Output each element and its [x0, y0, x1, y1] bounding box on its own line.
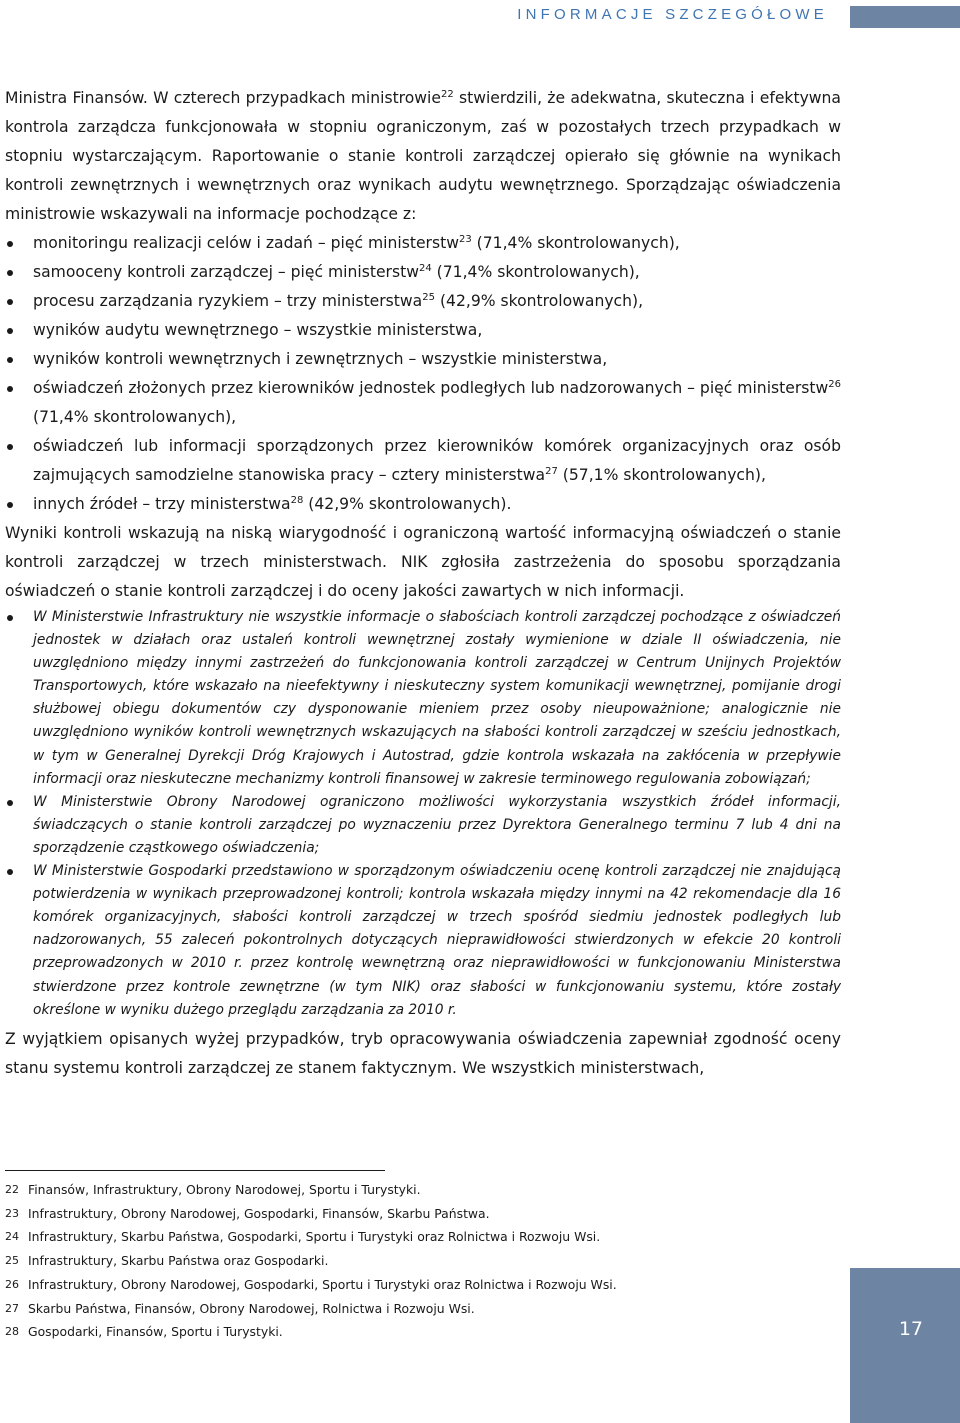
section-header-title: INFORMACJE SZCZEGÓŁOWE [517, 6, 828, 23]
footnote-ref[interactable]: 27 [545, 465, 558, 477]
page-number-block [850, 1268, 960, 1423]
source-tail: (71,4% skontrolowanych), [33, 408, 237, 426]
footnote [5, 1225, 825, 1249]
source-text: oświadczeń lub informacji sporządzonych przez kierowników komórek organizacyjnych oraz osób zajmujących samodzielne stanowiska pracy – cztery ministerstwa [33, 437, 841, 484]
footnote [5, 1273, 825, 1297]
footnote [5, 1178, 825, 1202]
intro-paragraph [5, 84, 841, 229]
footnote-text: Infrastruktury, Skarbu Państwa, Gospodarki, Sportu i Turystyki oraz Rolnictwa i Rozwoju Wsi. [28, 1229, 601, 1245]
footnote-number: 23 [5, 1206, 19, 1220]
list-item [5, 287, 841, 316]
footnote-text: Skarbu Państwa, Finansów, Obrony Narodowej, Rolnictwa i Rozwoju Wsi. [28, 1300, 475, 1316]
list-item [5, 374, 841, 432]
page-content [5, 84, 841, 1083]
footnote-ref[interactable]: 22 [440, 88, 454, 100]
footnote [5, 1249, 825, 1273]
source-tail: (71,4% skontrolowanych), [431, 263, 640, 281]
footnote-ref[interactable]: 23 [458, 233, 472, 245]
footnote-ref[interactable]: 26 [828, 378, 841, 390]
footnote-number: 22 [5, 1183, 19, 1196]
footnote-number: 25 [5, 1254, 19, 1268]
source-tail: (42,9% skontrolowanych), [434, 292, 644, 310]
footnote-text: Gospodarki, Finansów, Sportu i Turystyki. [28, 1324, 283, 1340]
list-item [5, 258, 841, 287]
list-item [5, 490, 841, 519]
footnote [5, 1297, 825, 1321]
source-text: wyników audytu wewnętrznego – wszystkie ministerstwa, [33, 321, 483, 339]
list-item: W Ministerstwie Infrastruktury nie wszystkie informacje o słabościach kontroli zarządczej pochodzące z oświadczeń jednostek w działach oraz ustaleń kontroli wewnętrznej zostały wymienione w dziale II oświadczenia, nie uwzględniono między innymi zastrzeżeń do funkcjonowania kontroli zarządczej w Centrum Unijnych Projektów Transportowych, które wskazało na nieefektywny i nieskuteczny system komunikacji wewnętrznej, pomijanie drogi służbowej obiegu dokumentów czy dysponowanie mieniem przez osoby nieupoważnione; analogicznie nie uwzględniono wyników kontroli wewnętrznych wskazujących na słabości kontroli zarządczej w sześciu jednostkach, w tym w Generalnej Dyrekcji Dróg Krajowych i Autostrad, gdzie kontrola wskazała na zakłócenia w przepływie informacji oraz nieskuteczne mechanizmy kontroli finansowej w zakresie terminowego regulowania zobowiązań; [5, 606, 841, 791]
source-tail: (42,9% skontrolowanych). [303, 495, 512, 513]
source-text: innych źródeł – trzy ministerstwa [33, 495, 291, 513]
list-item [5, 229, 841, 258]
footnote-ref[interactable]: 28 [290, 494, 304, 506]
list-item: W Ministerstwie Obrony Narodowej ograniczono możliwości wykorzystania wszystkich źródeł informacji, świadczących o stanie kontroli zarządczej po wyznaczeniu przez Dyrektora Generalnego terminu 7 lub 4 dni na sporządzenie cząstkowego oświadczenia; [5, 791, 841, 860]
source-text: procesu zarządzania ryzykiem – trzy ministerstwa [33, 292, 423, 310]
closing-paragraph: Z wyjątkiem opisanych wyżej przypadków, tryb opracowywania oświadczenia zapewniał zgodność oceny stanu systemu kontroli zarządczej ze stanem faktycznym. We wszystkich ministerstwach, [5, 1029, 841, 1077]
source-text: monitoringu realizacji celów i zadań – pięć ministerstw [33, 234, 459, 252]
footnote-text: Finansów, Infrastruktury, Obrony Narodowej, Sportu i Turystyki. [28, 1182, 421, 1197]
ministry-details-list [5, 606, 841, 1022]
source-tail: (57,1% skontrolowanych), [557, 466, 766, 484]
footnote-text: Infrastruktury, Skarbu Państwa oraz Gospodarki. [28, 1253, 329, 1269]
sources-list [5, 229, 841, 519]
page-number: 17 [898, 1318, 923, 1340]
footnote-number: 26 [5, 1277, 19, 1291]
footnote-number: 27 [5, 1301, 19, 1315]
list-item [5, 316, 841, 345]
header-color-block [850, 6, 960, 28]
list-item [5, 345, 841, 374]
footnote [5, 1202, 825, 1226]
source-text: samooceny kontroli zarządczej – pięć ministerstw [33, 263, 419, 281]
footnote-text: Infrastruktury, Obrony Narodowej, Gospodarki, Sportu i Turystyki oraz Rolnictwa i Rozwoju Wsi. [28, 1276, 617, 1292]
intro-text-continued: stwierdzili, że adekwatna, skuteczna i efektywna kontrola zarządcza funkcjonowała w stopniu ograniczonym, zaś w pozostałych trzech przypadkach w stopniu wystarczającym. Raportowanie o stanie kontroli zarządczej opierało się głównie na wynikach kontroli zewnętrznych i wewnętrznych oraz wynikach audytu wewnętrznego. Sporządzając oświadczenia ministrowie wskazywali na informacje pochodzące z: [5, 89, 841, 223]
list-item: W Ministerstwie Gospodarki przedstawiono w sporządzonym oświadczeniu ocenę kontroli zarządczej nie znajdującą potwierdzenia w wynikach przeprowadzonej kontroli; kontrola wskazała między innymi na 42 rekomendacje dla 16 komórek organizacyjnych, słabości kontroli zarządczej w trzech spośród siedmiu jednostek podległych lub nadzorowanych, 55 zaleceń pokontrolnych dotyczących nieprawidłowości stwierdzonych w efekcie 20 kontroli przeprowadzonych w 2010 r. przez kontrolę wewnętrzną oraz nieprawidłowości w funkcjonowaniu Ministerstwa stwierdzone przez kontrole zewnętrzne (w tym NIK) oraz słabości w funkcjonowaniu systemu, które zostały określone w wyniku dużego przeglądu zarządzania za 2010 r. [5, 860, 841, 1022]
source-text: oświadczeń złożonych przez kierowników jednostek podległych lub nadzorowanych – pięć ministerstw [33, 379, 829, 397]
source-tail: (71,4% skontrolowanych), [471, 234, 680, 252]
footnote-text: Infrastruktury, Obrony Narodowej, Gospodarki, Finansów, Skarbu Państwa. [28, 1205, 490, 1221]
footnotes [5, 1178, 825, 1344]
source-text: wyników kontroli wewnętrznych i zewnętrznych – wszystkie ministerstwa, [33, 350, 608, 368]
footnote-divider [5, 1170, 385, 1171]
footnote [5, 1320, 825, 1344]
footnote-ref[interactable]: 24 [418, 262, 432, 274]
footnote-number: 24 [5, 1230, 19, 1244]
intro-text: Ministra Finansów. W czterech przypadkach ministrowie [5, 89, 441, 107]
findings-paragraph: Wyniki kontroli wskazują na niską wiarygodność i ograniczoną wartość informacyjną oświadczeń o stanie kontroli zarządczej w trzech ministerstwach. NIK zgłosiła zastrzeżenia do sposobu sporządzania oświadczeń o stanie kontroli zarządczej i do oceny jakości zawartych w nich informacji. [5, 524, 841, 600]
footnote-number: 28 [5, 1325, 19, 1339]
footnote-ref[interactable]: 25 [422, 291, 435, 303]
list-item [5, 432, 841, 490]
